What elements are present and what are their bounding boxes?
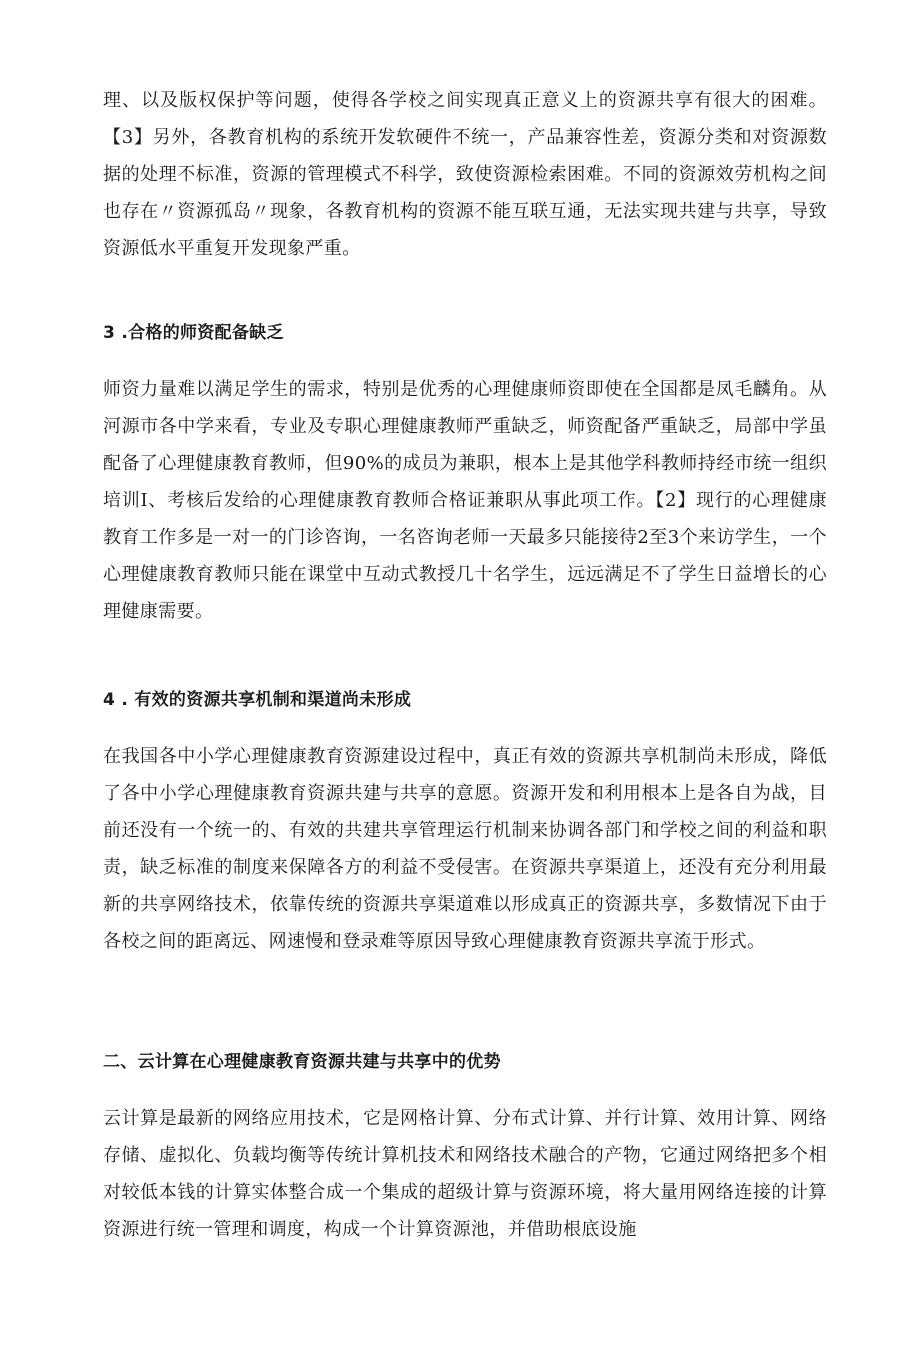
paragraph-cloud-computing: 云计算是最新的网络应用技术，它是网格计算、分布式计算、并行计算、效用计算、网络存储、虚拟化、负载均衡等传统计算机技术和网络技术融合的产物，它通过网络把多个相对较低本钱的计算实体整合成一个集成的超级计算与资源环境，将大量用网络连接的计算资源进行统一管理和调度，构成一个计算资源池，并借助根底设施 bbox=[103, 1108, 827, 1240]
heading-teacher-shortage: 3 .合格的师资配备缺乏 bbox=[103, 323, 284, 343]
heading-sharing-mechanism: 4 . 有效的资源共享机制和渠道尚未形成 bbox=[103, 690, 412, 710]
heading-cloud-computing-advantages: 二、云计算在心理健康教育资源共建与共享中的优势 bbox=[103, 1052, 501, 1072]
paragraph-teacher-shortage: 师资力量难以满足学生的需求，特别是优秀的心理健康师资即使在全国都是凤毛麟角。从河源市各中学来看，专业及专职心理健康教师严重缺乏，师资配备严重缺乏，局部中学虽配备了心理健康教育教师，但90%的成员为兼职，根本上是其他学科教师持经市统一组织培训I、考核后发给的心理健康教育教师合格证兼职从事此项工作。【2】现行的心理健康教育工作多是一对一的门诊咨询，一名咨询老师一天最多只能接待2至3个来访学生，一个心理健康教育教师只能在课堂中互动式教授几十名学生，远远满足不了学生日益增长的心理健康需要。 bbox=[103, 379, 827, 622]
paragraph-resource-sharing-difficulty: 理、以及版权保护等问题，使得各学校之间实现真正意义上的资源共享有很大的困难。【3】另外，各教育机构的系统开发软硬件不统一，产品兼容性差，资源分类和对资源数据的处理不标准，资源的管理模式不科学，致使资源检索困难。不同的资源效劳机构之间也存在〃资源孤岛〃现象，各教育机构的资源不能互联互通，无法实现共建与共享，导致资源低水平重复开发现象严重。 bbox=[103, 90, 827, 259]
paragraph-sharing-mechanism: 在我国各中小学心理健康教育资源建设过程中，真正有效的资源共享机制尚未形成，降低了各中小学心理健康教育资源共建与共享的意愿。资源开发和利用根本上是各自为战，目前还没有一个统一的、有效的共建共享管理运行机制来协调各部门和学校之间的利益和职责，缺乏标准的制度来保障各方的利益不受侵害。在资源共享渠道上，还没有充分利用最新的共享网络技术，依靠传统的资源共享渠道难以形成真正的资源共享，多数情况下由于各校之间的距离远、网速慢和登录难等原因导致心理健康教育资源共享流于形式。 bbox=[103, 746, 827, 952]
